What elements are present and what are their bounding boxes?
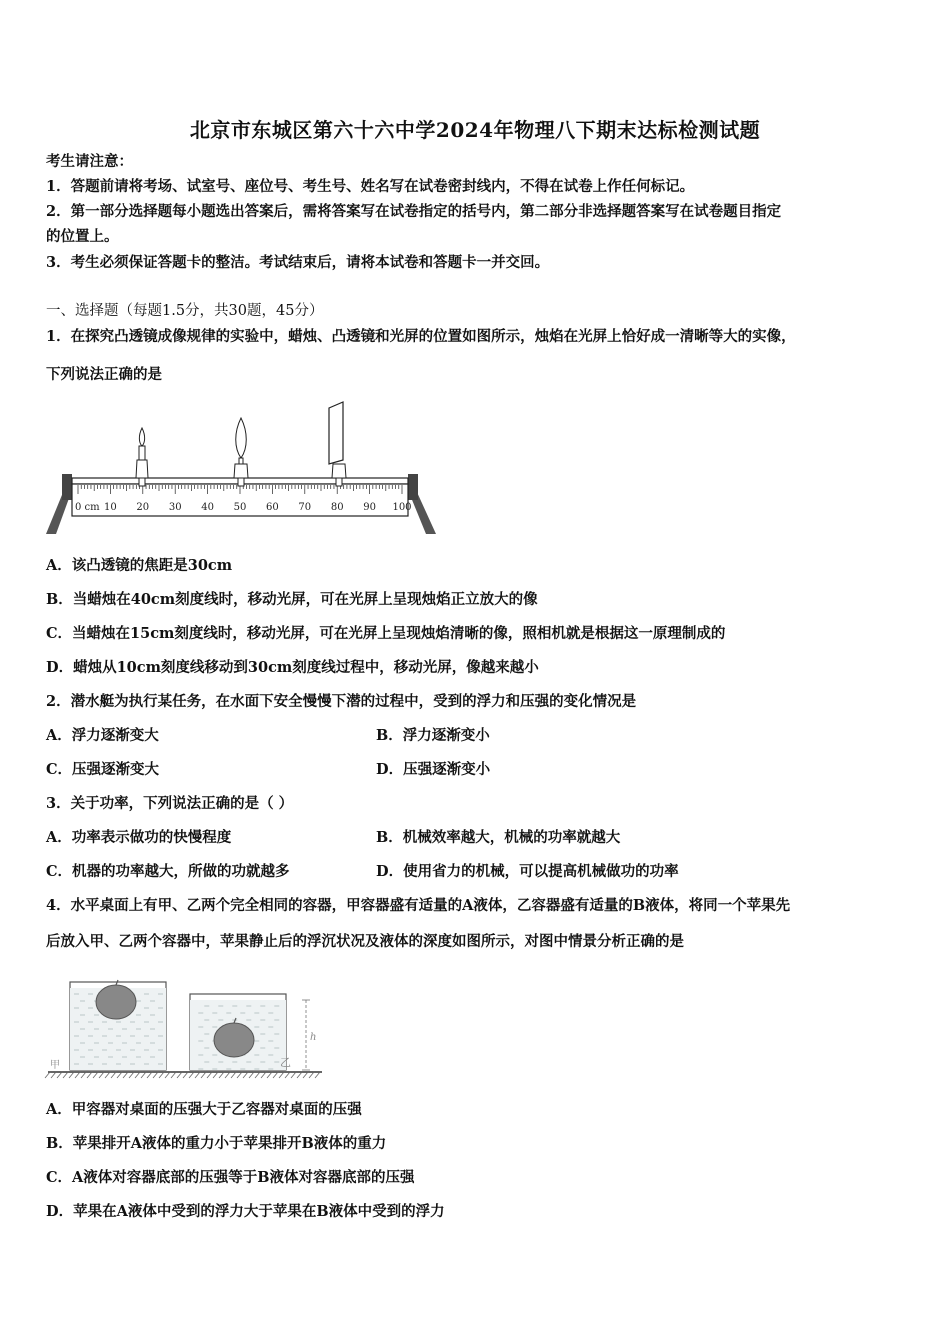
section-heading: 一、选择题（每题1.5分，共30题，45分） [46,303,324,319]
bench-end-left [62,474,72,500]
candle [136,428,148,486]
q4-option-a: A．甲容器对桌面的压强大于乙容器对桌面的压强 [46,1101,362,1118]
q3-option-c: C．机器的功率越大，所做的功就越多 [46,863,290,880]
optical-bench-figure [44,398,440,540]
apple-floating [96,985,136,1019]
q3-option-d: D．使用省力的机械，可以提高机械做功的功率 [376,863,679,880]
q1-option-c: C．当蜡烛在15cm刻度线时，移动光屏，可在光屏上呈现烛焰清晰的像，照相机就是根据这一原理制成的 [46,625,726,642]
q3-option-a: A．功率表示做功的快慢程度 [46,829,232,846]
ruler-label: 40 [201,502,214,513]
label-jia: 甲 [50,1060,60,1071]
bench-end-right [408,474,418,500]
q1-option-b: B．当蜡烛在40cm刻度线时，移动光屏，可在光屏上呈现烛焰正立放大的像 [46,591,538,608]
ruler-label: 20 [136,502,150,513]
convex-lens [234,418,248,486]
q1-stem-cont: 下列说法正确的是 [46,366,162,383]
ruler-label: 90 [363,502,376,513]
page-title: 北京市东城区第六十六中学2024年物理八下期末达标检测试题 [189,118,761,142]
q4-option-b: B．苹果排开A液体的重力小于苹果排开B液体的重力 [46,1135,387,1152]
q1-stem: 1．在探究凸透镜成像规律的实验中，蜡烛、凸透镜和光屏的位置如图所示，烛焰在光屏上恰好成一清晰等大的实像， [46,328,796,345]
notice-item: 2．第一部分选择题每小题选出答案后，需将答案写在试卷指定的括号内，第二部分非选择题答案写在试卷题目指定 [46,203,782,220]
ruler-label: 0 cm [75,502,100,513]
container-yi [190,994,286,1070]
depth-marker [302,1000,310,1070]
q2-option-c: C．压强逐渐变大 [46,761,160,778]
q4-stem: 4．水平桌面上有甲、乙两个完全相同的容器，甲容器盛有适量的A液体，乙容器盛有适量的B液体，将同一个苹果先 [46,897,791,914]
ruler-label: 100 [392,502,412,513]
table-hatching [45,1072,320,1078]
ruler-label: 50 [233,502,247,513]
light-screen [329,402,346,486]
containers-figure [44,966,326,1088]
notice-item: 的位置上。 [46,228,119,245]
notice-item: 3．考生必须保证答题卡的整洁。考试结束后，请将本试卷和答题卡一并交回。 [46,254,550,271]
q1-option-a: A．该凸透镜的焦距是30cm [46,557,233,574]
apple-suspended [214,1023,254,1057]
notice-item: 1．答题前请将考场、试室号、座位号、考生号、姓名写在试卷密封线内，不得在试卷上作任何标记。 [46,178,695,195]
ruler-label: 80 [330,502,344,513]
q2-option-b: B．浮力逐渐变小 [376,727,490,744]
container-jia [70,980,166,1070]
q4-option-c: C．A液体对容器底部的压强等于B液体对容器底部的压强 [46,1169,415,1186]
q3-stem: 3．关于功率，下列说法正确的是（ ） [46,795,294,812]
q3-option-b: B．机械效率越大，机械的功率就越大 [376,829,621,846]
q2-stem: 2．潜水艇为执行某任务，在水面下安全慢慢下潜的过程中，受到的浮力和压强的变化情况是 [46,693,637,710]
label-yi: 乙 [280,1056,291,1069]
q4-stem-cont: 后放入甲、乙两个容器中，苹果静止后的浮沉状况及液体的深度如图所示，对图中情景分析正确的是 [46,933,684,950]
depth-label: h [310,1032,317,1043]
ruler-label: 60 [266,502,279,513]
q4-option-d: D．苹果在A液体中受到的浮力大于苹果在B液体中受到的浮力 [46,1203,445,1220]
q2-option-d: D．压强逐渐变小 [376,761,491,778]
q1-option-d: D．蜡烛从10cm刻度线移动到30cm刻度线过程中，移动光屏，像越来越小 [46,659,539,676]
ruler-label: 10 [104,502,117,513]
ruler-label: 70 [298,502,312,513]
ruler-label: 30 [168,502,182,513]
q2-option-a: A．浮力逐渐变大 [46,727,159,744]
notice-heading: 考生请注意： [46,153,133,170]
